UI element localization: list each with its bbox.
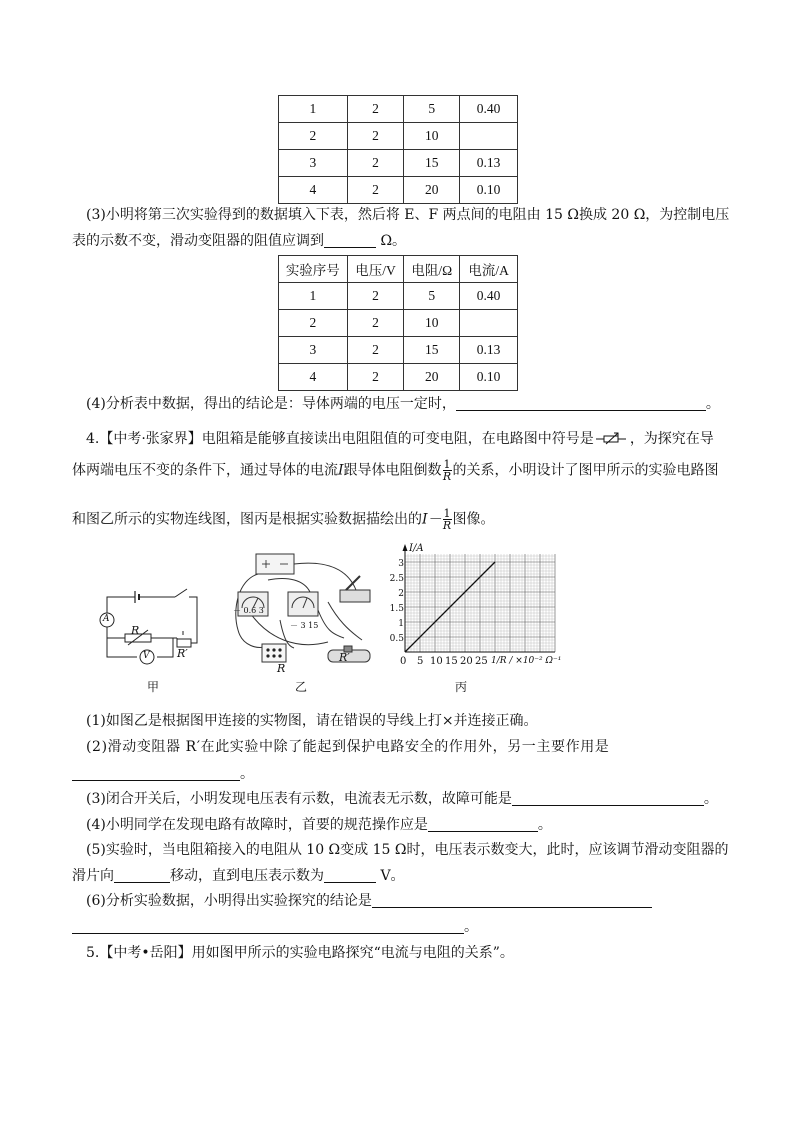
table-row [279,283,518,310]
x-tick-25: 25 [475,656,488,667]
table-cell: 2 [279,310,348,337]
table-cell: 2 [347,283,404,310]
q3-line-1: (3)小明将第三次实验得到的数据填入下表，然后将 E、F 两点间的电阻由 15 Ω换成 20 Ω，为控制电压 [86,207,730,223]
sub-q2-line-2 [72,763,732,785]
p4-line-1 [86,428,746,450]
table-header: 电压/V [347,256,404,283]
ammeter-terminal-labels: － 0.6 3 [233,606,264,615]
table-cell: 10 [404,310,460,337]
sub-q4-end: 。 [537,817,552,833]
table-header: 电流/A [460,256,518,283]
frac-den: R [442,519,452,532]
table-cell: 0.40 [460,96,518,123]
p4-line-3-text: 和图乙所示的实物连线图，图丙是根据实验数据描绘出的 [72,511,422,528]
table-cell: 15 [404,337,460,364]
sub-q3 [86,788,746,810]
sub-q5-text-a: 滑片向 [72,868,114,884]
data-table-main [278,255,518,391]
p4-line-2 [72,459,732,482]
var-I: I [338,462,344,479]
y-tick-0.5: 0.5 [389,634,404,644]
p4-line-3-tail: 图像。 [452,511,495,528]
q4-answer-blank[interactable] [456,394,706,411]
p4-line-2-text: 体两端电压不变的条件下，通过导体的电流 [72,462,338,479]
table-cell: 10 [404,123,460,150]
y-tick-1.5: 1.5 [389,604,404,614]
q4-line [86,393,746,415]
sub-q3-text: (3)闭合开关后，小明发现电压表有示数，电流表无示数，故障可能是 [86,791,512,807]
table-cell: 20 [404,177,460,204]
var-I-minus: I－ [422,511,442,528]
table-cell: 5 [404,96,460,123]
table-cell: 15 [404,150,460,177]
sub-q3-answer-blank[interactable] [512,789,704,806]
p4-line-1-text: 4.【中考·张家界】电阻箱是能够直接读出电阻阻值的可变电阻，在电路图中符号是 [86,431,594,447]
sub-q2-end: 。 [240,766,254,782]
table-cell: 2 [347,96,404,123]
table-cell: 0.13 [460,337,518,364]
graph-y-label: I/A [409,543,424,554]
p4-line-1-tail: ，为探究在导 [629,431,714,447]
table-cell: 2 [347,123,404,150]
table-row [279,150,518,177]
frac-num: 1 [443,507,451,520]
caption-bing: 丙 [455,680,468,694]
table-cell: 5 [404,283,460,310]
battery-box [256,554,294,574]
table-cell: 20 [404,364,460,391]
sub-q6-answer-blank-1[interactable] [372,891,652,908]
graph-grid [405,554,555,652]
fraction-1-over-R [443,459,452,482]
q3-answer-blank[interactable] [324,231,376,248]
table-cell: 2 [347,364,404,391]
table-cell: 0.10 [460,177,518,204]
y-tick-2: 2 [398,589,404,599]
table-cell: 2 [347,337,404,364]
sub-q2-answer-blank[interactable] [72,764,240,781]
table-cell: 3 [279,337,348,364]
q3-line-2-text: 表的示数不变，滑动变阻器的阻值应调到 [72,233,324,249]
table-cell-blank[interactable] [460,310,518,337]
table-cell: 2 [347,150,404,177]
table-row [279,123,518,150]
sub-q5-line-2 [72,865,732,887]
sub-q1: (1)如图乙是根据图甲连接的实物图，请在错误的导线上打×并连接正确。 [86,713,538,729]
table-row [279,177,518,204]
table-row [279,337,518,364]
sub-q6-end: 。 [464,919,478,935]
table-cell: 4 [279,364,348,391]
sub-q5-direction-blank[interactable] [114,866,170,883]
x-tick-5: 5 [417,656,424,667]
label-yi-Rp: R′ [339,651,350,664]
table-cell: 2 [347,310,404,337]
table-header: 实验序号 [279,256,348,283]
table-cell: 0.40 [460,283,518,310]
p4-line-2-mid: 跟导体电阻倒数 [343,462,442,479]
y-tick-2.5: 2.5 [389,574,404,584]
sub-q6-line-1 [86,890,746,912]
y-axis-arrow-icon [403,544,408,551]
circuit-diagram-jia [95,585,210,675]
table-cell: 2 [347,177,404,204]
table-cell: 2 [279,123,348,150]
table-header-row [279,256,518,283]
resistance-box-device [262,644,286,662]
table-cell: 1 [279,96,348,123]
table-row [279,364,518,391]
label-resistor-R: R [131,624,140,637]
graph-x-label: 1/R / ×10⁻² Ω⁻¹ [491,656,562,666]
sub-q4-text: (4)小明同学在发现电路有故障时，首要的规范操作应是 [86,817,428,833]
label-rheostat-Rp: R′ [177,647,188,660]
caption-jia: 甲 [147,680,160,694]
frac-den: R [442,470,452,483]
sub-q3-end: 。 [703,791,718,807]
x-tick-20: 20 [460,656,473,667]
x-tick-0: 0 [400,656,407,667]
sub-q6-text: (6)分析实验数据，小明得出实验探究的结论是 [86,893,372,909]
label-ammeter: A [103,614,110,624]
y-tick-3: 3 [398,559,404,569]
q3-line-2 [72,230,732,252]
table-row [279,310,518,337]
table-cell: 3 [279,150,348,177]
switch-device [340,590,370,602]
table-cell: 0.10 [460,364,518,391]
q4-end: 。 [705,396,720,412]
table-cell: 4 [279,177,348,204]
table-cell-blank[interactable] [460,123,518,150]
table-cell: 1 [279,283,348,310]
data-table-top [278,95,518,204]
problem5-line: 5.【中考•岳阳】用如图甲所示的实验电路探究“电流与电阻的关系”。 [86,945,514,961]
sub-q2-line-1: (2)滑动变阻器 R′在此实验中除了能起到保护电路安全的作用外，另一主要作用是 [86,739,610,755]
sub-q4-answer-blank[interactable] [428,815,538,832]
sub-q5-text-b: 移动，直到电压表示数为 [170,868,324,884]
voltmeter-terminal-labels: － 3 15 [290,621,319,630]
q4-text: (4)分析表中数据，得出的结论是：导体两端的电压一定时， [86,396,456,412]
sub-q6-line-2 [72,916,732,938]
p4-line-3 [72,508,732,531]
label-yi-R: R [277,662,286,675]
label-voltmeter: V [143,651,150,661]
x-tick-10: 10 [430,656,443,667]
fraction-1-over-R-2 [443,508,452,531]
p4-line-2-tail: 的关系，小明设计了图甲所示的实验电路图 [452,462,719,479]
x-tick-15: 15 [445,656,458,667]
table-header: 电阻/Ω [404,256,460,283]
sub-q5-text-c: V。 [376,868,405,884]
sub-q5-line-1: (5)实验时，当电阻箱接入的电阻从 10 Ω变成 15 Ω时，电压表示数变大，此时，应该调节滑动变阻器的 [86,842,729,858]
caption-yi: 乙 [295,680,308,694]
q3-line-2-suffix: Ω。 [376,233,407,249]
sub-q4 [86,814,746,836]
y-tick-1: 1 [398,619,404,629]
table-row [279,96,518,123]
sub-q5-voltage-blank[interactable] [324,866,376,883]
frac-num: 1 [443,458,451,471]
table-cell: 0.13 [460,150,518,177]
resistance-box-symbol-icon [594,431,630,445]
sub-q6-answer-blank-2[interactable] [72,917,464,934]
